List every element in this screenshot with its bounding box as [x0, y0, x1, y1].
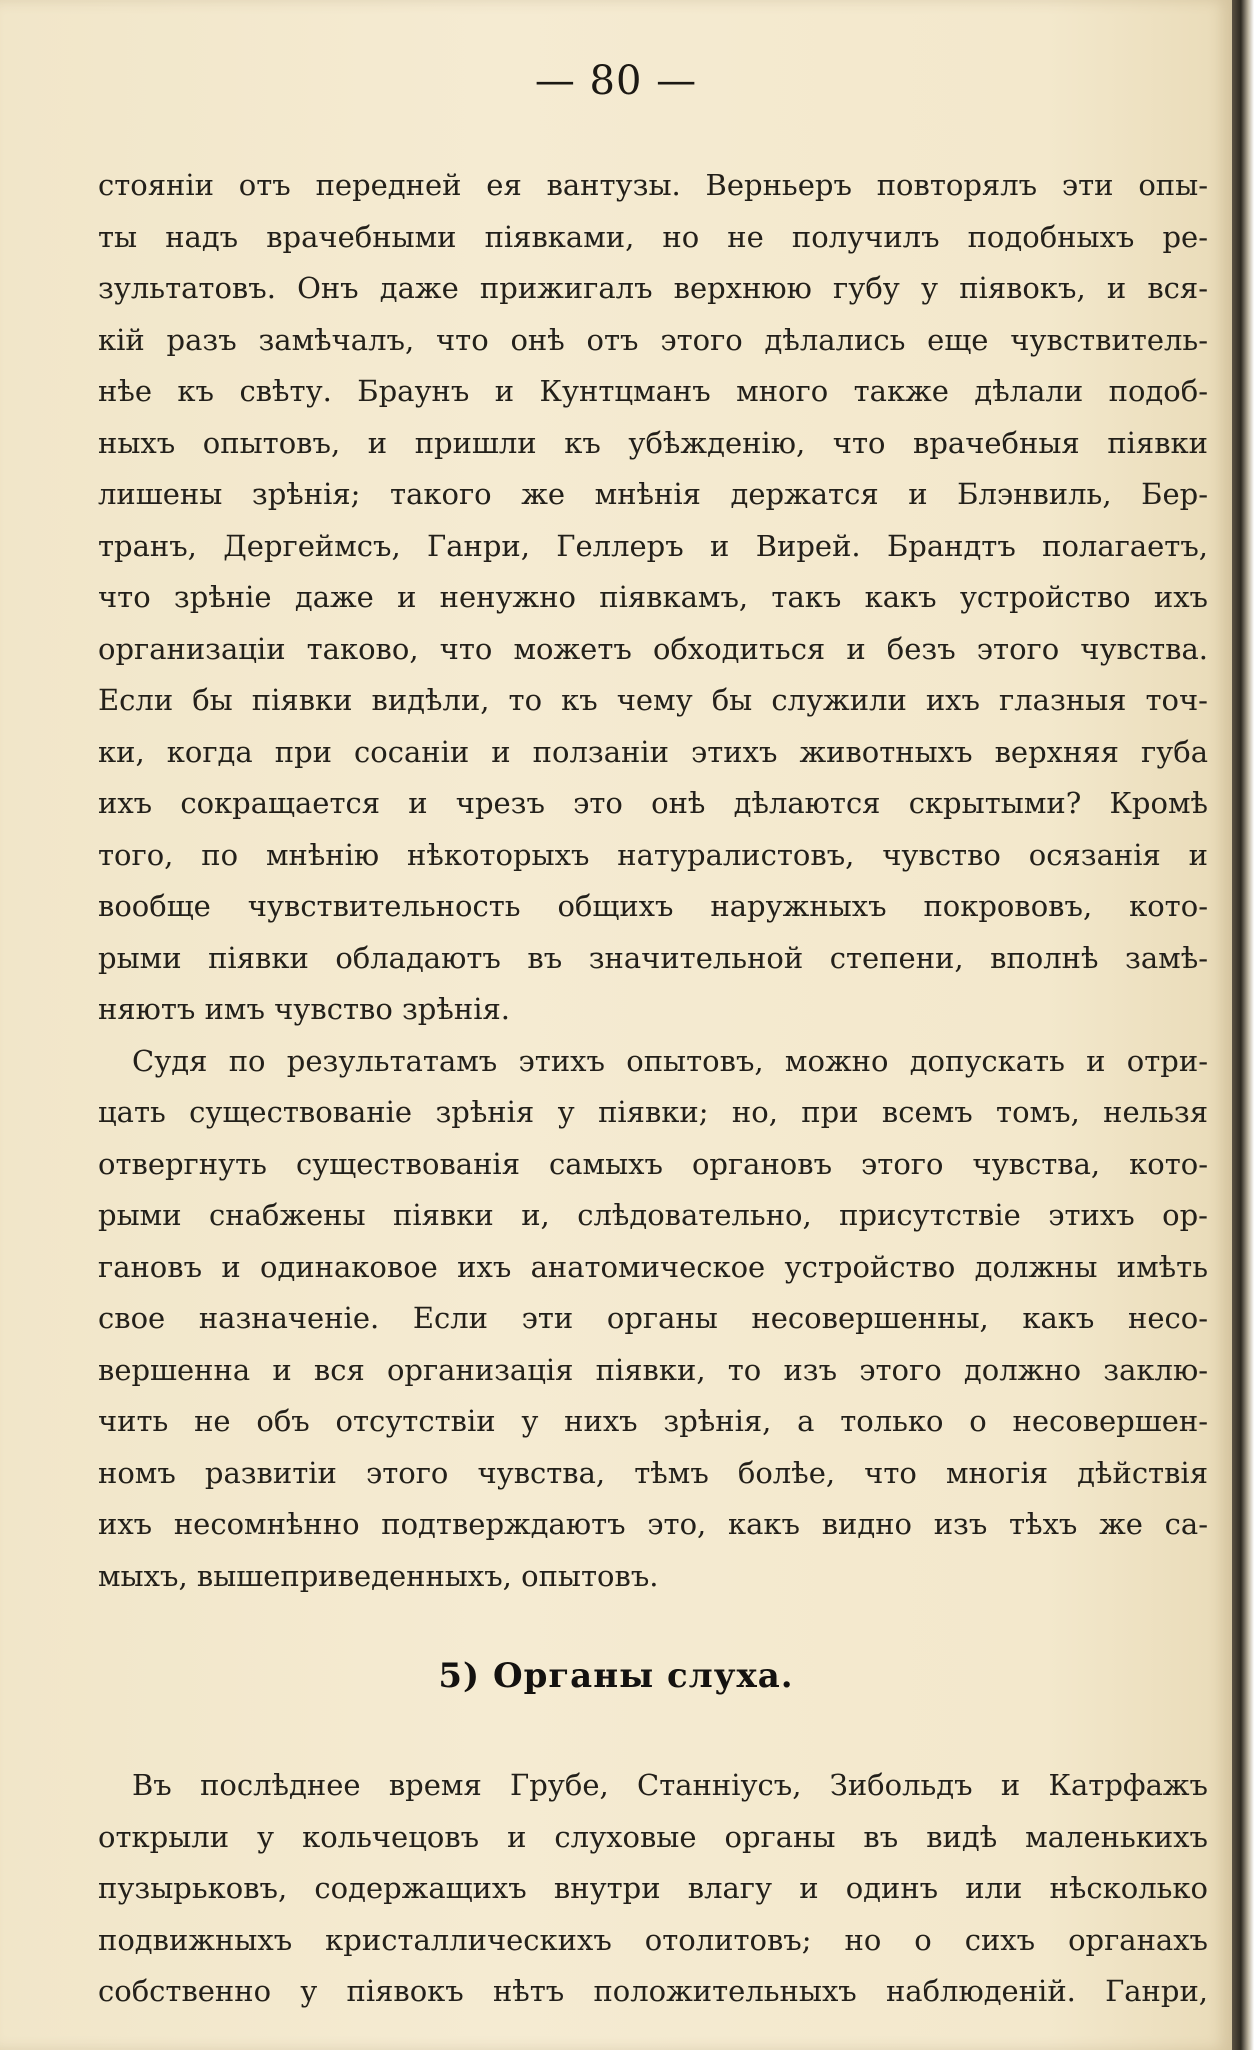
text-line: ты надъ врачебными пiявками, но не получилъ подобныхъ ре- [98, 219, 1208, 254]
section-heading: 5) Органы слуха. [438, 1656, 794, 1696]
text-line: Въ послѣднее время Грубе, Станнiусъ, Зибольдъ и Катрфажъ [132, 1768, 1208, 1802]
page-number: — 80 — [534, 58, 698, 104]
text-line: зультатовъ. Онъ даже прижигалъ верхнюю губу у пiявокъ, и вся- [98, 271, 1208, 305]
paragraph-2 [98, 1036, 1208, 1603]
book-spine-edge [1232, 0, 1254, 2050]
text-line: чить не объ отсутствiи у нихъ зрѣнiя, а только о несовершен- [98, 1404, 1208, 1438]
text-line: пузырьковъ, содержащихъ внутри влагу и одинъ или нѣсколько [98, 1871, 1208, 1905]
text-line: вообще чувствительность общихъ наружныхъ покрововъ, кото- [98, 889, 1208, 923]
text-line: что зрѣнiе даже и ненужно пiявкамъ, такъ какъ устройство ихъ [98, 580, 1208, 614]
text-line: ихъ сокращается и чрезъ это онѣ дѣлаются скрытыми? Кромѣ [98, 786, 1208, 820]
text-line: номъ развитiи этого чувства, тѣмъ болѣе, что многiя дѣйствiя [98, 1455, 1208, 1490]
paragraph-3 [98, 1760, 1208, 2018]
text-line: транъ, Дергеймсъ, Ганри, Геллеръ и Вирей. Брандтъ полагаетъ, [98, 528, 1208, 563]
text-line: отвергнуть существованiя самыхъ органовъ этого чувства, кото- [98, 1146, 1208, 1181]
text-line: свое назначенiе. Если эти органы несовершенны, какъ несо- [98, 1301, 1208, 1335]
text-line: того, по мнѣнiю нѣкоторыхъ натуралистовъ, чувство осязанiя и [98, 837, 1208, 872]
text-line: цать существованiе зрѣнiя у пiявки; но, при всемъ томъ, нельзя [98, 1095, 1208, 1129]
text-line: няютъ имъ чувство зрѣнiя. [98, 992, 510, 1026]
text-line: собственно у пiявокъ нѣтъ положительныхъ наблюденiй. Ганри, [98, 1974, 1208, 2008]
text-line: ки, когда при сосанiи и ползанiи этихъ животныхъ верхняя губа [98, 734, 1208, 769]
text-line: нѣе къ свѣту. Браунъ и Кунтцманъ много также дѣлали подоб- [98, 374, 1208, 408]
text-line: ихъ несомнѣнно подтверждаютъ это, какъ видно изъ тѣхъ же са- [98, 1507, 1208, 1541]
text-line: Если бы пiявки видѣли, то къ чему бы служили ихъ глазныя точ- [98, 683, 1208, 717]
text-line: мыхъ, вышеприведенныхъ, опытовъ. [98, 1558, 659, 1593]
text-line: рыми снабжены пiявки и, слѣдовательно, присутствiе этихъ ор- [98, 1198, 1208, 1232]
text-line: организацiи таково, что можетъ обходиться и безъ этого чувства. [98, 631, 1208, 666]
text-line: гановъ и одинаковое ихъ анатомическое устройство должны имѣть [98, 1249, 1208, 1284]
body-text [98, 160, 1208, 1602]
text-line: вершенна и вся организацiя пiявки, то изъ этого должно заклю- [98, 1352, 1208, 1387]
text-line: кiй разъ замѣчалъ, что онѣ отъ этого дѣлались еще чувствитель- [98, 322, 1208, 357]
text-line: подвижныхъ кристаллическихъ отолитовъ; но о сихъ органахъ [98, 1922, 1208, 1957]
paragraph-1 [98, 160, 1208, 1036]
text-line: стоянiи отъ передней ея вантузы. Верньеръ повторялъ эти опы- [98, 168, 1208, 202]
text-line: рыми пiявки обладаютъ въ значительной степени, вполнѣ замѣ- [98, 940, 1208, 975]
text-line: лишены зрѣнiя; такого же мнѣнiя держатся и Блэнвиль, Бер- [98, 477, 1208, 511]
text-line: Судя по результатамъ этихъ опытовъ, можно допускать и отри- [132, 1043, 1208, 1078]
text-line: открыли у кольчецовъ и слуховые органы въ видѣ маленькихъ [98, 1819, 1208, 1854]
text-line: ныхъ опытовъ, и пришли къ убѣжденiю, что врачебныя пiявки [98, 425, 1208, 460]
